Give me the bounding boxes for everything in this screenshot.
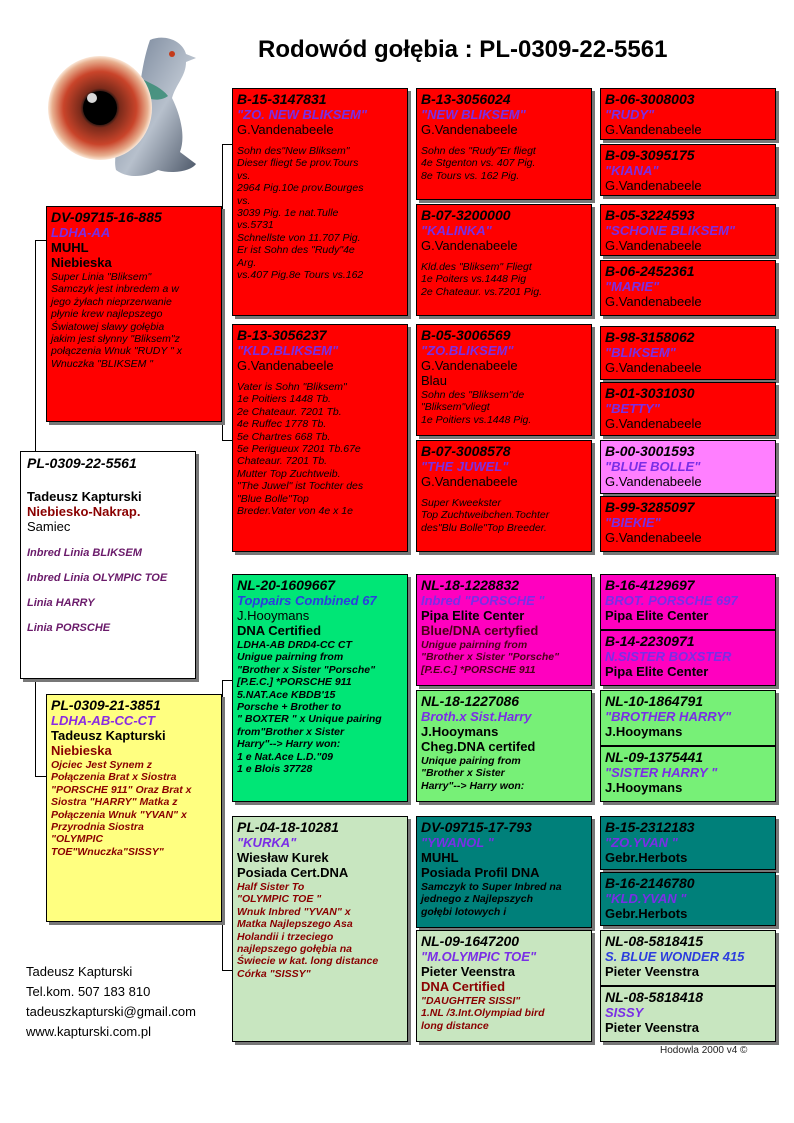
gen4-breeder: G.Vandenabeele [605, 122, 702, 137]
fmf-extra: Blau [421, 373, 448, 388]
fmf-description: Sohn des "Bliksem"de "Bliksem"vliegt 1e Poitiers vs.1448 Pig. [421, 389, 532, 426]
gen4-ring: B-98-3158062 [605, 329, 695, 345]
gen3-ffm-card[interactable] [416, 204, 592, 316]
fmm-name: "THE JUWEL" [421, 459, 509, 474]
contact-phone: Tel.kom. 507 183 810 [26, 984, 151, 999]
subject-owner: Tadeusz Kapturski [27, 489, 142, 504]
mmm-breeder: Pieter Veenstra [421, 964, 515, 979]
gen4-name: N.SISTER BOXSTER [605, 649, 732, 664]
gen3-fmm-card[interactable] [416, 440, 592, 552]
connector-line [592, 228, 593, 284]
gen4-ring: B-05-3224593 [605, 207, 695, 223]
connector-line [592, 958, 593, 1014]
gen4-ring: B-15-2312183 [605, 819, 695, 835]
mother-ring: PL-0309-21-3851 [51, 697, 161, 713]
gen4-ring: B-00-3001593 [605, 443, 695, 459]
connector-line [222, 144, 232, 145]
mf-ring: NL-20-1609667 [237, 577, 336, 593]
gen3-mff-card[interactable] [416, 574, 592, 686]
ffm-description: Kld.des "Bliksem" Fliegt 1e Poiters vs.1448 Pig 2e Chateaur. vs.7201 Pig. [421, 261, 543, 298]
connector-line [222, 970, 232, 971]
father-description: Super Linia "Bliksem" Samczyk jest inbredem a w jego żyłach nieprzerwanie płynie krew najlepszego Światowej sławy gołębia jakim jest słynny "Bliksem"z połączenia Wnuk "RUDY " x Wnuczka "BLIKSEM " [51, 271, 182, 370]
gen4-name: "KLD.YVAN " [605, 891, 687, 906]
gen4-name: "ZO.YVAN " [605, 835, 678, 850]
connector-line [35, 240, 36, 454]
fff-description: Sohn des "Rudy"Er fliegt 4e Stgenton vs. 407 Pig. 8e Tours vs. 162 Pig. [421, 145, 536, 182]
gen4-name: "BROTHER HARRY" [605, 709, 732, 724]
mmf-description: Samczyk to Super Inbred na jednego z Najlepszych gołębi lotowych i [421, 881, 562, 918]
subject-lines [27, 535, 189, 647]
mm-description: Half Sister To "OLYMPIC TOE " Wnuk Inbred "YVAN" x Matka Najlepszego Asa Holandii i trzeciego najlepszego gołębia na Świecie w kat. long distance Córka "SISSY" [237, 881, 379, 980]
subject-line: Inbred Linia OLYMPIC TOE [27, 572, 168, 585]
gen4-card-12[interactable] [600, 746, 776, 802]
fm-breeder: G.Vandenabeele [237, 358, 334, 373]
footer-version: Hodowla 2000 v4 © [660, 1045, 748, 1056]
gen4-ring: B-01-3031030 [605, 385, 695, 401]
fff-breeder: G.Vandenabeele [421, 122, 518, 137]
mff-ring: NL-18-1228832 [421, 577, 520, 593]
gen4-breeder: Gebr.Herbots [605, 850, 688, 865]
gen4-name: "BLUE BOLLE" [605, 459, 701, 474]
gen4-ring: B-06-3008003 [605, 91, 695, 107]
gen4-card-3[interactable] [600, 204, 776, 256]
gen4-breeder: G.Vandenabeele [605, 360, 702, 375]
mother-name: LDHA-AB-CC-CT [51, 713, 155, 728]
gen4-breeder: J.Hooymans [605, 780, 683, 795]
gen4-name: SISSY [605, 1005, 644, 1020]
mmm-name: "M.OLYMPIC TOE" [421, 949, 537, 964]
granddam-paternal-card[interactable] [232, 324, 408, 552]
ff-breeder: G.Vandenabeele [237, 122, 334, 137]
connector-line [222, 144, 223, 440]
fm-ring: B-13-3056237 [237, 327, 327, 343]
mfm-description: Unique pairing from "Brother x Sister Harry"--> Harry won: [421, 755, 525, 792]
connector-line [222, 440, 232, 441]
gen4-ring: B-06-2452361 [605, 263, 695, 279]
subject-pigeon-card[interactable] [20, 451, 196, 679]
contact-name: Tadeusz Kapturski [26, 964, 133, 979]
mmf-name: "YWANOL " [421, 835, 494, 850]
connector-line [592, 116, 593, 172]
gen4-name: "SCHONE BLIKSEM" [605, 223, 736, 238]
mf-name: Toppairs Combined 67 [237, 593, 377, 608]
connector-line [35, 776, 46, 777]
gen4-breeder: Pieter Veenstra [605, 964, 699, 979]
gen4-ring: NL-08-5818415 [605, 933, 704, 949]
fmf-name: "ZO.BLIKSEM" [421, 343, 514, 358]
contact-website[interactable]: www.kapturski.com.pl [26, 1024, 151, 1039]
gen4-name: "BLIKSEM" [605, 345, 676, 360]
connector-line [410, 144, 411, 262]
ff-description: Sohn des"New Bliksem" Dieser fliegt 5e prov.Tours vs. 2964 Pig.10e prov.Bourges vs. 3039 Pig. 1e nat.Tulle vs.5731 Schnellste von 11.707 Pig. Er ist Sohn des "Rudy"4e Arg. vs.407 Pig.8e Tours vs.162 [237, 145, 364, 282]
ffm-breeder: G.Vandenabeele [421, 238, 518, 253]
gen4-breeder: G.Vandenabeele [605, 178, 702, 193]
father-card[interactable] [46, 206, 222, 422]
mf-description: LDHA-AB DRD4-CC CT Unigue pairning from "Brother x Sister "Porsche" [P.E.C.] *PORSCHE 911 5.NAT.Ace KBDB'15 Porsche + Brother to " BOXTER " x Unique pairing from"Brother x Sister Harry"--> Harry won: 1 e Nat.Ace L.D."09 1 e Blois 37728 [237, 639, 382, 776]
subject-sex: Samiec [27, 519, 71, 534]
gen4-card-13[interactable] [600, 816, 776, 870]
subject-line: Inbred Linia BLIKSEM [27, 547, 142, 560]
mmf-extra: Posiada Profil DNA [421, 865, 540, 880]
page-title: Rodowód gołębia : PL-0309-22-5561 [258, 36, 668, 63]
gen4-card-11[interactable] [600, 690, 776, 746]
gen4-breeder: G.Vandenabeele [605, 530, 702, 545]
ff-ring: B-15-3147831 [237, 91, 327, 107]
gen4-ring: B-16-4129697 [605, 577, 695, 593]
mother-description: Ojciec Jest Synem z Połączenia Brat x Siostra "PORSCHE 911" Oraz Brat x Siostra "HARRY" Matka z Połączenia Wnuk "YVAN" x Przyrodnia Siostra "OLYMPIC TOE"Wnuczka"SISSY" [51, 759, 192, 858]
mmm-description: "DAUGHTER SISSI" 1.NL /3.Int.Olympiad bird long distance [421, 995, 545, 1032]
fmf-breeder: G.Vandenabeele [421, 358, 518, 373]
gen4-name: "BETTY" [605, 401, 660, 416]
mfm-name: Broth.x Sist.Harry [421, 709, 532, 724]
connector-line [592, 720, 593, 776]
father-name: LDHA-AA [51, 225, 111, 240]
mmm-ring: NL-09-1647200 [421, 933, 520, 949]
mf-breeder: J.Hooymans [237, 608, 310, 623]
gen4-breeder: G.Vandenabeele [605, 294, 702, 309]
connector-line [35, 678, 36, 776]
mmf-breeder: MUHL [421, 850, 459, 865]
connector-line [410, 384, 411, 496]
gen4-card-15[interactable] [600, 930, 776, 986]
mfm-ring: NL-18-1227086 [421, 693, 520, 709]
gen4-card-2[interactable] [600, 144, 776, 196]
connector-line [410, 634, 411, 742]
gen4-card-14[interactable] [600, 872, 776, 926]
connector-line [592, 354, 593, 410]
connector-line [410, 866, 411, 982]
granddam-maternal-card[interactable] [232, 816, 408, 1042]
connector-line [222, 680, 232, 681]
grandsire-paternal-card[interactable] [232, 88, 408, 316]
gen4-name: "BIEKIE" [605, 515, 661, 530]
gen4-name: "KIANA" [605, 163, 659, 178]
subject-line: Linia PORSCHE [27, 621, 111, 634]
gen4-ring: B-14-2230971 [605, 633, 695, 649]
fmm-description: Super Kweekster Top Zuchtweibchen.Tochter des"Blu Bolle"Top Breeder. [421, 497, 550, 534]
mff-description: Unigue pairning from "Brother x Sister "Porsche" [P.E.C.] *PORSCHE 911 [421, 639, 560, 676]
fmm-ring: B-07-3008578 [421, 443, 511, 459]
mother-color: Niebieska [51, 743, 112, 758]
mff-breeder: Pipa Elite Center [421, 608, 525, 623]
gen4-name: "MARIE" [605, 279, 660, 294]
ff-name: "ZO. NEW BLIKSEM" [237, 107, 368, 122]
gen4-card-9[interactable] [600, 574, 776, 630]
mm-breeder: Wiesław Kurek [237, 850, 329, 865]
gen4-card-6[interactable] [600, 382, 776, 436]
gen4-card-16[interactable] [600, 986, 776, 1042]
connector-line [35, 240, 46, 241]
gen4-ring: NL-10-1864791 [605, 693, 704, 709]
gen3-mmf-card[interactable] [416, 816, 592, 928]
gen4-breeder: G.Vandenabeele [605, 238, 702, 253]
logo [40, 28, 200, 188]
gen4-breeder: Pieter Veenstra [605, 1020, 699, 1035]
gen4-ring: B-09-3095175 [605, 147, 695, 163]
father-breeder: MUHL [51, 240, 89, 255]
pigeon-eye-logo [40, 28, 200, 188]
gen3-mfm-card[interactable] [416, 690, 592, 802]
mmf-ring: DV-09715-17-793 [421, 819, 532, 835]
gen4-name: "RUDY" [605, 107, 655, 122]
gen4-name: BROT. PORSCHE 697 [605, 593, 738, 608]
gen4-card-7[interactable] [600, 440, 776, 494]
gen4-breeder: Pipa Elite Center [605, 664, 709, 679]
connector-line [222, 680, 223, 970]
father-color: Niebieska [51, 255, 112, 270]
gen4-breeder: G.Vandenabeele [605, 474, 702, 489]
gen4-card-4[interactable] [600, 260, 776, 316]
gen4-ring: B-16-2146780 [605, 875, 695, 891]
ffm-name: "KALINKA" [421, 223, 492, 238]
gen3-fff-card[interactable] [416, 88, 592, 200]
gen4-breeder: J.Hooymans [605, 724, 683, 739]
mfm-breeder: J.Hooymans [421, 724, 499, 739]
subject-ring: PL-0309-22-5561 [27, 455, 137, 471]
father-ring: DV-09715-16-885 [51, 209, 162, 225]
gen4-ring: NL-09-1375441 [605, 749, 704, 765]
gen4-name: "SISTER HARRY " [605, 765, 718, 780]
ffm-ring: B-07-3200000 [421, 207, 511, 223]
fff-name: "NEW BLIKSEM" [421, 107, 526, 122]
mm-ring: PL-04-18-10281 [237, 819, 339, 835]
mmm-extra: DNA Certified [421, 979, 506, 994]
gen4-card-5[interactable] [600, 326, 776, 380]
subject-line: Linia HARRY [27, 597, 95, 610]
gen4-card-8[interactable] [600, 496, 776, 552]
mff-name: Inbred "PORSCHE " [421, 593, 545, 608]
connector-line [592, 842, 593, 898]
mm-extra: Posiada Cert.DNA [237, 865, 349, 880]
fmm-breeder: G.Vandenabeele [421, 474, 518, 489]
contact-email[interactable]: tadeuszkapturski@gmail.com [26, 1004, 196, 1019]
connector-line [592, 468, 593, 524]
gen4-card-10[interactable] [600, 630, 776, 686]
connector-line [592, 604, 593, 660]
mother-card[interactable] [46, 694, 222, 922]
gen4-breeder: G.Vandenabeele [605, 416, 702, 431]
fff-ring: B-13-3056024 [421, 91, 511, 107]
gen3-fmf-card[interactable] [416, 324, 592, 436]
gen3-mmm-card[interactable] [416, 930, 592, 1042]
gen4-breeder: Gebr.Herbots [605, 906, 688, 921]
gen4-card-1[interactable] [600, 88, 776, 140]
gen4-ring: NL-08-5818418 [605, 989, 704, 1005]
fm-name: "KLD.BLIKSEM" [237, 343, 339, 358]
fmf-ring: B-05-3006569 [421, 327, 511, 343]
grandsire-maternal-card[interactable] [232, 574, 408, 802]
mff-extra: Blue/DNA certyfied [421, 623, 539, 638]
mf-extra: DNA Certified [237, 623, 322, 638]
mother-breeder: Tadeusz Kapturski [51, 728, 166, 743]
gen4-name: S. BLUE WONDER 415 [605, 949, 745, 964]
mm-name: "KURKA" [237, 835, 297, 850]
fm-description: Vater is Sohn "Bliksem" 1e Poitiers 1448 Tb. 2e Chateaur. 7201 Tb. 4e Ruffec 1778 Tb. 5e Chartres 668 Tb. 5e Perigueux 7201 Tb.67e Chateaur. 7201 Tb. Mutter Top Zuchtweib. "The Juwel" ist Tochter des "Blue Bolle"Top Breder.Vater von 4e x 1e [237, 381, 364, 518]
gen4-ring: B-99-3285097 [605, 499, 695, 515]
mfm-extra: Cheg.DNA certifed [421, 739, 536, 754]
subject-color: Niebiesko-Nakrap. [27, 504, 141, 519]
gen4-breeder: Pipa Elite Center [605, 608, 709, 623]
